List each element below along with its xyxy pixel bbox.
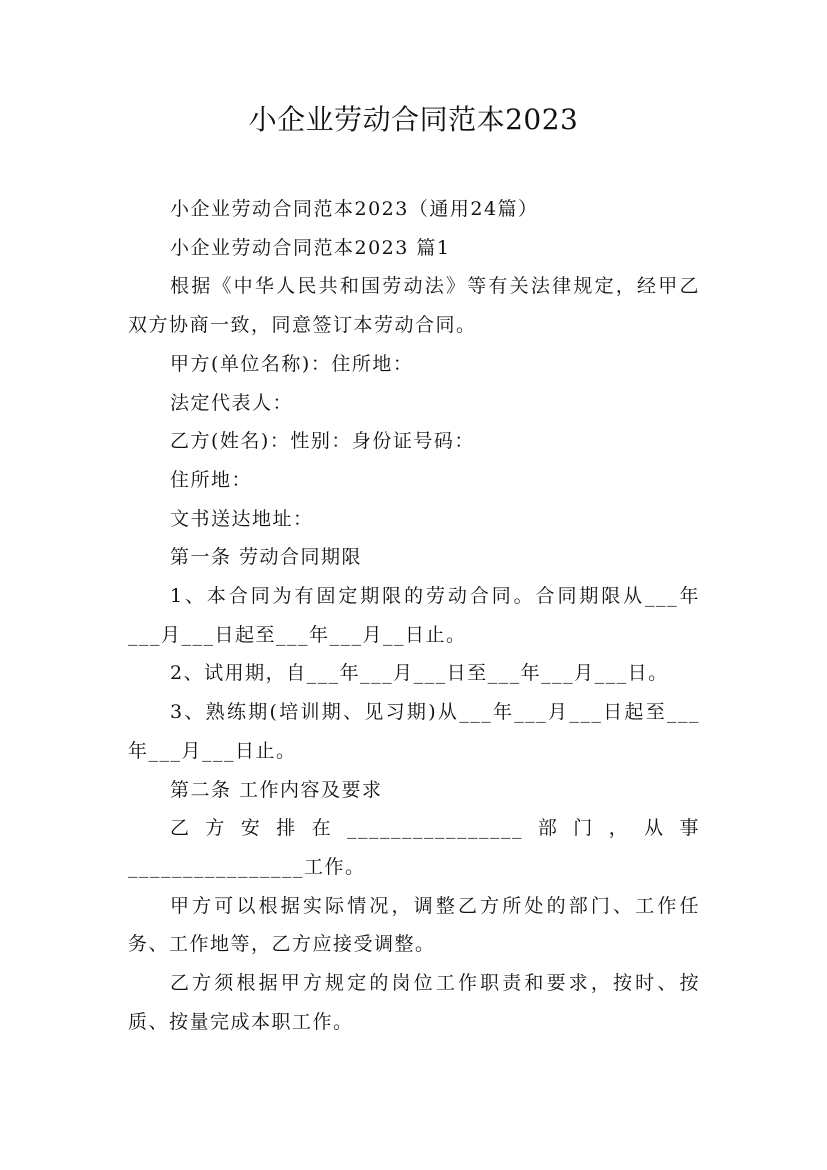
paragraph-duties: 乙方须根据甲方规定的岗位工作职责和要求，按时、按质、按量完成本职工作。 — [128, 972, 700, 1033]
paragraph-article-2-heading: 第二条 工作内容及要求 — [170, 778, 383, 801]
paragraph-section-heading: 小企业劳动合同范本2023 篇1 — [170, 236, 451, 259]
paragraph-contract-term: 1、本合同为有固定期限的劳动合同。合同期限从___年___月___日起至___年___月__日止。 — [128, 585, 700, 646]
paragraph-probation: 2、试用期，自___年___月___日至___年___月___日。 — [170, 662, 669, 685]
paragraph-party-a: 甲方(单位名称)：住所地： — [170, 352, 414, 375]
document-body — [128, 190, 700, 1041]
paragraph-party-b: 乙方(姓名)：性别：身份证号码： — [170, 430, 475, 453]
paragraph-residence: 住所地： — [170, 468, 253, 491]
paragraph-legal-rep: 法定代表人： — [170, 391, 294, 414]
paragraph-adjustment: 甲方可以根据实际情况，调整乙方所处的部门、工作任务、工作地等，乙方应接受调整。 — [128, 894, 700, 956]
paragraph-service-address: 文书送达地址： — [170, 507, 314, 530]
paragraph-article-1-heading: 第一条 劳动合同期限 — [170, 546, 363, 569]
paragraph-subtitle: 小企业劳动合同范本2023（通用24篇） — [170, 198, 539, 220]
paragraph-department-assignment: 乙方安排在________________部门，从事________________工作。 — [128, 817, 700, 878]
document-title: 小企业劳动合同范本2023 — [248, 103, 579, 136]
paragraph-preamble: 根据《中华人民共和国劳动法》等有关法律规定，经甲乙双方协商一致，同意签订本劳动合同。 — [128, 275, 700, 337]
paragraph-training-period: 3、熟练期(培训期、见习期)从___年___月___日起至___年___月___日止。 — [128, 701, 700, 762]
